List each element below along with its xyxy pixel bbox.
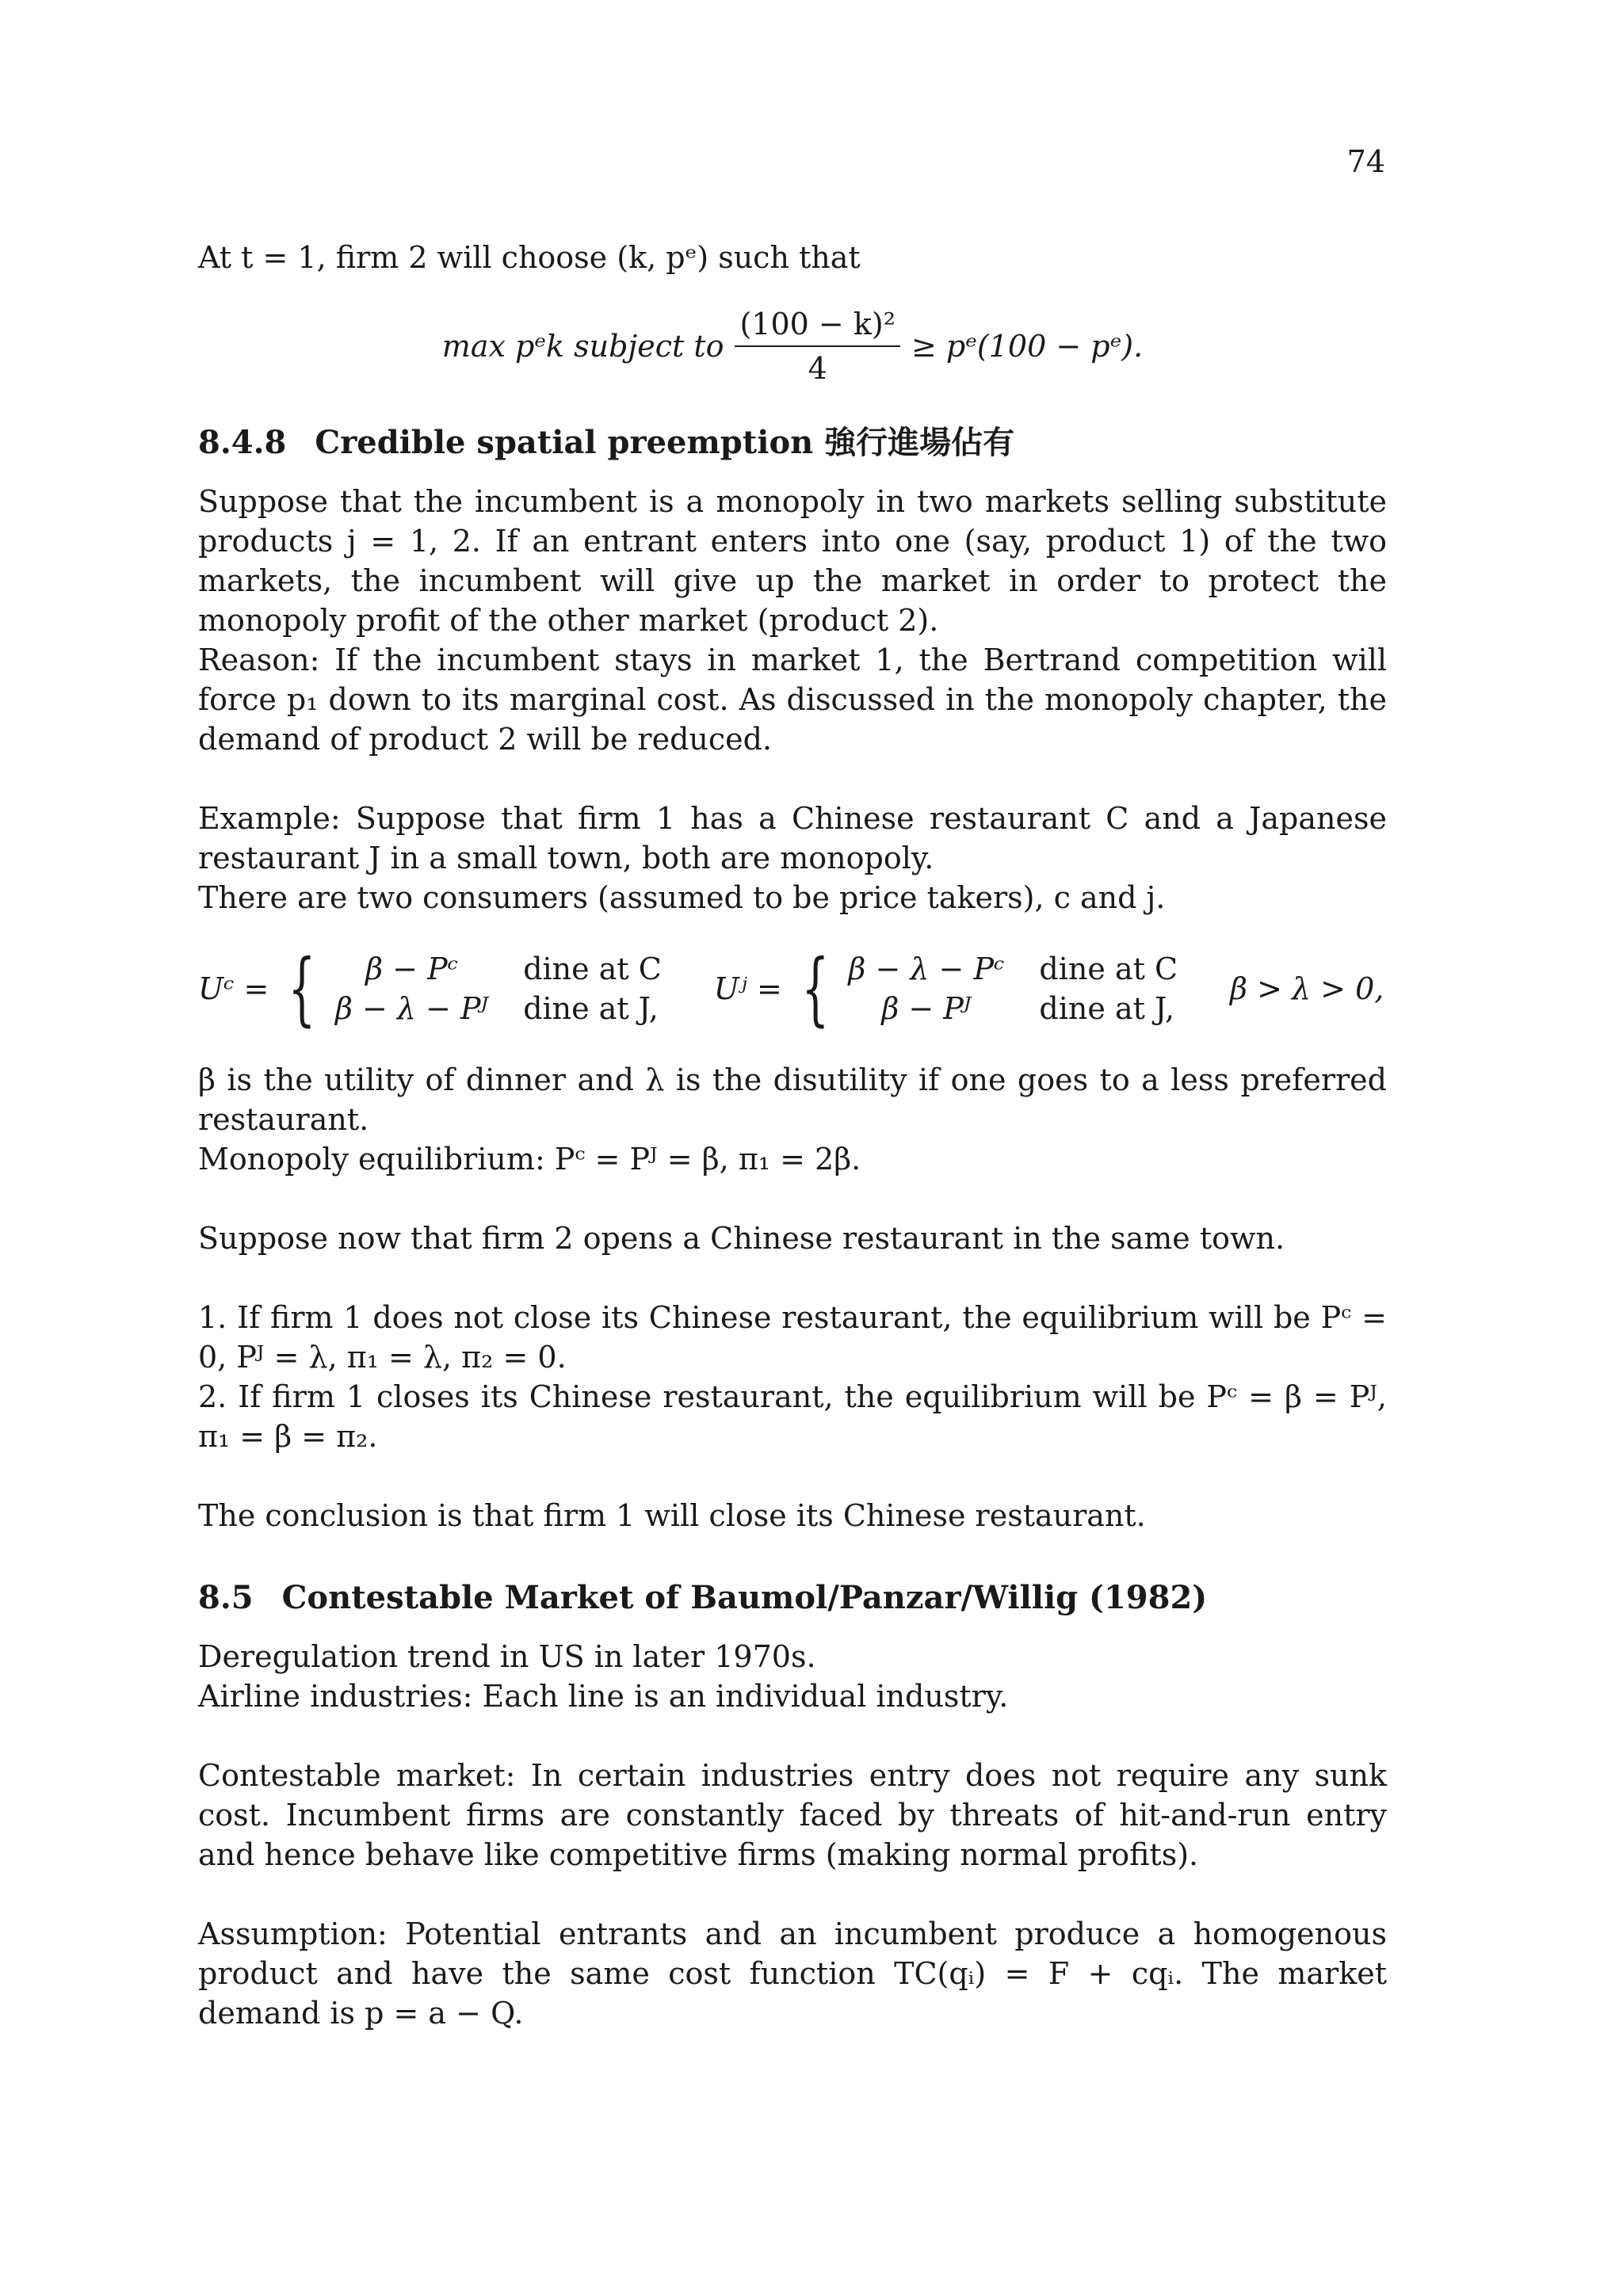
case-text: dine at J, <box>523 991 659 1026</box>
cases <box>335 949 662 1028</box>
left-brace: { <box>288 942 316 1035</box>
utility-label: Uᶜ = <box>198 971 269 1006</box>
page-number: 74 <box>1346 144 1385 179</box>
left-brace: { <box>801 942 830 1035</box>
paragraph: Suppose now that firm 2 opens a Chinese restaurant in the same town. <box>198 1221 1285 1256</box>
max-equation <box>198 304 1387 388</box>
paragraph: There are two consumers (assumed to be price takers), c and j. <box>198 880 1166 915</box>
section-heading-848 <box>198 423 1387 463</box>
paragraph: Deregulation trend in US in later 1970s. <box>198 1639 816 1674</box>
paragraph: Example: Suppose that firm 1 has a Chinese restaurant C and a Japanese restaurant J in a small town, both are monopoly. <box>198 801 1387 875</box>
utility-c <box>198 942 662 1035</box>
paragraph: Assumption: Potential entrants and an incumbent produce a homogenous product and have the same cost function TC(qᵢ) = F + cqᵢ. The market demand is p = a − Q. <box>198 1917 1387 2031</box>
section-number: 8.5 <box>198 1579 254 1616</box>
utility-condition: β > λ > 0, <box>1230 971 1384 1006</box>
utility-j <box>713 942 1178 1035</box>
cases <box>848 949 1178 1028</box>
equation-left: max pᵉk subject to <box>441 329 724 364</box>
paragraph: β is the utility of dinner and λ is the disutility if one goes to a less preferred restaurant. <box>198 1062 1387 1137</box>
section-number: 8.4.8 <box>198 424 287 461</box>
case-text: dine at J, <box>1039 991 1175 1026</box>
equation-right: ≥ pᵉ(100 − pᵉ). <box>911 329 1144 364</box>
section-heading-85 <box>198 1578 1387 1618</box>
equation-fraction <box>735 304 899 388</box>
intro-line: At t = 1, firm 2 will choose (k, pᵉ) such that <box>198 240 861 275</box>
paragraph: Contestable market: In certain industries entry does not require any sunk cost. Incumbent firms are constantly faced by threats of hit-and-run entry and hence behave like competitive firms (making normal profits). <box>198 1758 1387 1872</box>
page-body <box>198 238 1387 2033</box>
case-expr: β − Pᴶ <box>881 991 972 1026</box>
section-title: Contestable Market of Baumol/Panzar/Willig (1982) <box>281 1579 1208 1616</box>
case-expr: β − λ − Pᶜ <box>848 952 1005 986</box>
section-title: Credible spatial preemption 強行進場佔有 <box>315 424 1015 461</box>
paragraph: Airline industries: Each line is an individual industry. <box>198 1679 1009 1714</box>
paragraph: Reason: If the incumbent stays in market 1, the Bertrand competition will force p₁ down to its marginal cost. As discussed in the monopoly chapter, the demand of product 2 will be reduced. <box>198 643 1387 757</box>
utility-functions <box>198 942 1387 1035</box>
paragraph: The conclusion is that firm 1 will close its Chinese restaurant. <box>198 1498 1146 1533</box>
fraction-denominator: 4 <box>808 351 827 386</box>
case-expr: β − Pᶜ <box>365 952 459 986</box>
case-text: dine at C <box>1039 952 1178 986</box>
paragraph: Suppose that the incumbent is a monopoly in two markets selling substitute products j = 1, 2. If an entrant enters into one (say, product 1) of the two markets, the incumbent will give up the market in order to protect the monopoly profit of the other market (product 2). <box>198 484 1387 638</box>
case-text: dine at C <box>523 952 662 986</box>
paragraph: Monopoly equilibrium: Pᶜ = Pᴶ = β, π₁ = 2β. <box>198 1142 861 1177</box>
utility-label: Uʲ = <box>713 971 782 1006</box>
list-item: 1. If firm 1 does not close its Chinese restaurant, the equilibrium will be Pᶜ = 0, Pᴶ = λ, π₁ = λ, π₂ = 0. <box>198 1300 1387 1375</box>
case-expr: β − λ − Pᴶ <box>334 991 489 1026</box>
fraction-numerator: (100 − k)² <box>735 304 899 347</box>
list-item: 2. If firm 1 closes its Chinese restaurant, the equilibrium will be Pᶜ = β = Pᴶ, π₁ = β = π₂. <box>198 1379 1387 1454</box>
